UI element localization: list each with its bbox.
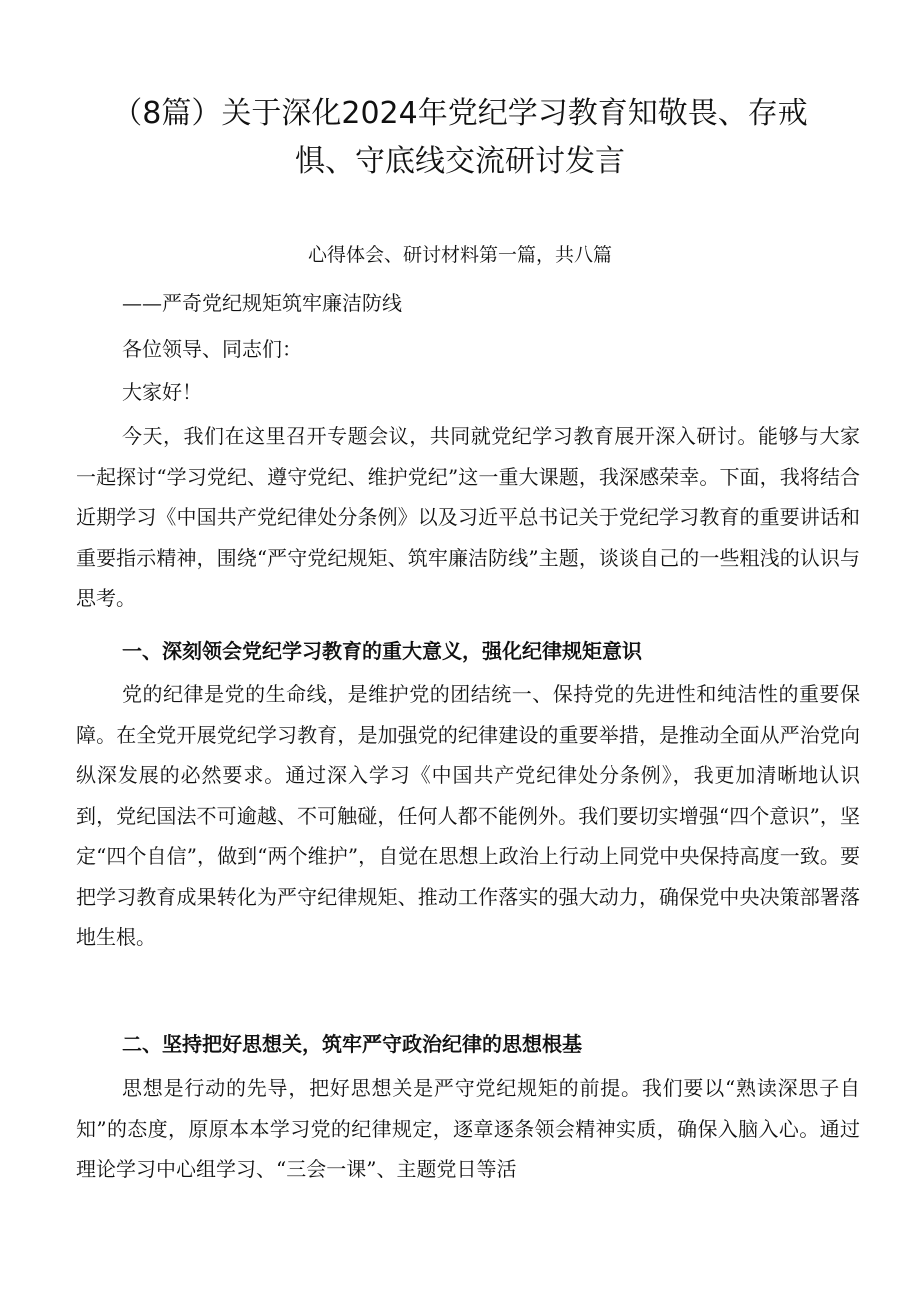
document-title-line-2: 惧、守底线交流研讨发言 <box>295 144 625 179</box>
section-1-heading: 一、深刻领会党纪学习教育的重大意义，强化纪律规矩意识 <box>122 639 642 663</box>
hello-line: 大家好！ <box>122 380 202 404</box>
section-2-paragraph: 思想是行动的先导，把好思想关是严守党纪规矩的前提。我们要以“熟读深思子自知”的态度，原原本本学习党的纪律规定，逐章逐条领会精神实质，确保入脑入心。通过理论学习中心组学习、“三会一课”、主题党日等活 <box>76 1076 860 1181</box>
document-subtitle: 心得体会、研讨材料第一篇，共八篇 <box>307 244 612 266</box>
section-2-heading: 二、坚持把好思想关，筑牢严守政治纪律的思想根基 <box>122 1032 582 1056</box>
document-title-line-1: （8篇）关于深化2024年党纪学习教育知敬畏、存戒 <box>112 96 808 131</box>
speech-subheading: ——严奇党纪规矩筑牢廉洁防线 <box>122 291 402 315</box>
greeting: 各位领导、同志们： <box>122 337 302 361</box>
intro-paragraph: 今天，我们在这里召开专题会议，共同就党纪学习教育展开深入研讨。能够与大家一起探讨“学习党纪、遵守党纪、维护党纪”这一重大课题，我深感荣幸。下面，我将结合近期学习《中国共产党纪律处分条例》以及习近平总书记关于党纪学习教育的重要讲话和重要指示精神，围绕“严守党纪规矩、筑牢廉洁防线”主题，谈谈自己的一些粗浅的认识与思考。 <box>76 424 860 610</box>
document-title <box>80 90 840 186</box>
section-1-paragraph: 党的纪律是党的生命线，是维护党的团结统一、保持党的先进性和纯洁性的重要保障。在全党开展党纪学习教育，是加强党的纪律建设的重要举措，是推动全面从严治党向纵深发展的必然要求。通过深入学习《中国共产党纪律处分条例》，我更加清晰地认识到，党纪国法不可逾越、不可触碰，任何人都不能例外。我们要切实增强“四个意识”，坚定“四个自信”，做到“两个维护”，自觉在思想上政治上行动上同党中央保持高度一致。要把学习教育成果转化为严守纪律规矩、推动工作落实的强大动力，确保党中央决策部署落地生根。 <box>76 682 860 949</box>
